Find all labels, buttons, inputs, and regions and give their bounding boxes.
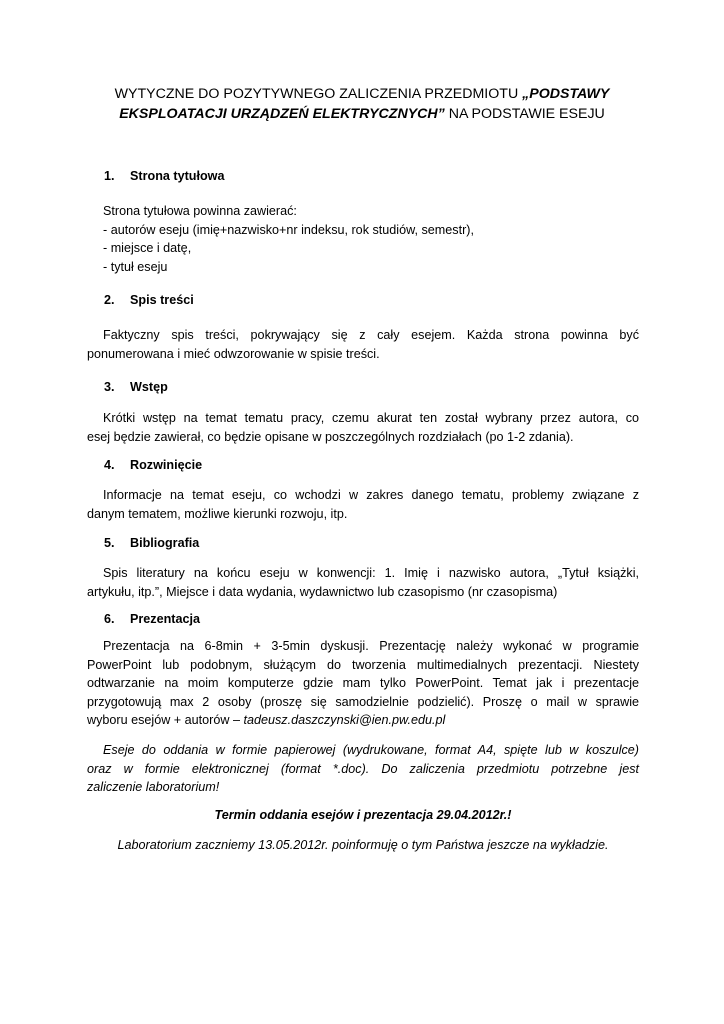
- section-heading-1: 1. Strona tytułowa: [104, 169, 225, 183]
- submission-note: Eseje do oddania w formie papierowej (wydrukowane, format A4, spięte lub w koszulce) oraz w formie elektronicznej (format *.doc). Do zaliczenia przedmiotu potrzebne jest zaliczenie laboratorium!: [87, 743, 639, 794]
- section-4-body: Informacje na temat eseju, co wchodzi w zakres danego tematu, problemy związane z danym tematem, możliwe kierunki rozwoju, itp.: [87, 488, 639, 521]
- document-title: WYTYCZNE DO POZYTYWNEGO ZALICZENIA PRZEDMIOTU „PODSTAWY EKSPLOATACJI URZĄDZEŃ ELEKTRYCZNYCH” NA PODSTAWIE ESEJU: [114, 86, 610, 122]
- section-heading-4: 4. Rozwinięcie: [104, 458, 203, 472]
- subject-name-part2: EKSPLOATACJI URZĄDZEŃ ELEKTRYCZNYCH”: [119, 106, 445, 122]
- section-heading-2: 2. Spis treści: [104, 293, 194, 307]
- section-heading-3: 3. Wstęp: [104, 380, 168, 394]
- email-link[interactable]: tadeusz.daszczynski@ien.pw.edu.pl: [243, 713, 446, 727]
- deadline-notice: Termin oddania esejów i prezentacja 29.04.2012r.!: [214, 808, 512, 822]
- subject-name-part1: „PODSTAWY: [522, 86, 610, 102]
- section-5-body: Spis literatury na końcu eseju w konwencji: 1. Imię i nazwisko autora, „Tytuł książki, artykułu, itp.”, Miejsce i data wydania, wydawnictwo lub czasopismo (nr czasopisma): [87, 566, 639, 599]
- lab-notice: Laboratorium zaczniemy 13.05.2012r. poinformuję o tym Państwa jeszcze na wykładzie.: [117, 838, 609, 852]
- section-heading-5: 5. Bibliografia: [104, 536, 200, 550]
- section-heading-6: 6. Prezentacja: [104, 612, 201, 626]
- section-1-body: Strona tytułowa powinna zawierać: - autorów eseju (imię+nazwisko+nr indeksu, rok studiów, semestr), - miejsce i datę, - tytuł eseju: [103, 204, 474, 274]
- section-6-body: Prezentacja na 6-8min + 3-5min dyskusji. Prezentację należy wykonać w programie PowerPoint lub podobnym, służącym do tworzenia multimedialnych prezentacji. Niestety odtwarzanie na moim komputerze gdzie mam tylko PowerPoint. Temat jak i prezentacje przygotowują max 2 osoby (proszę się samodzielnie podzielić). Proszę o mail w sprawie wyboru esejów + autorów – tadeusz.daszczynski@ien.pw.edu.pl: [87, 639, 639, 727]
- section-3-body: Krótki wstęp na temat tematu pracy, czemu akurat ten został wybrany przez autora, co esej będzie zawierał, co będzie opisane w poszczególnych rozdziałach (po 1-2 zdania).: [87, 411, 639, 444]
- section-2-body: Faktyczny spis treści, pokrywający się z cały esejem. Każda strona powinna być ponumerowana i mieć odwzorowanie w spisie treści.: [87, 328, 639, 361]
